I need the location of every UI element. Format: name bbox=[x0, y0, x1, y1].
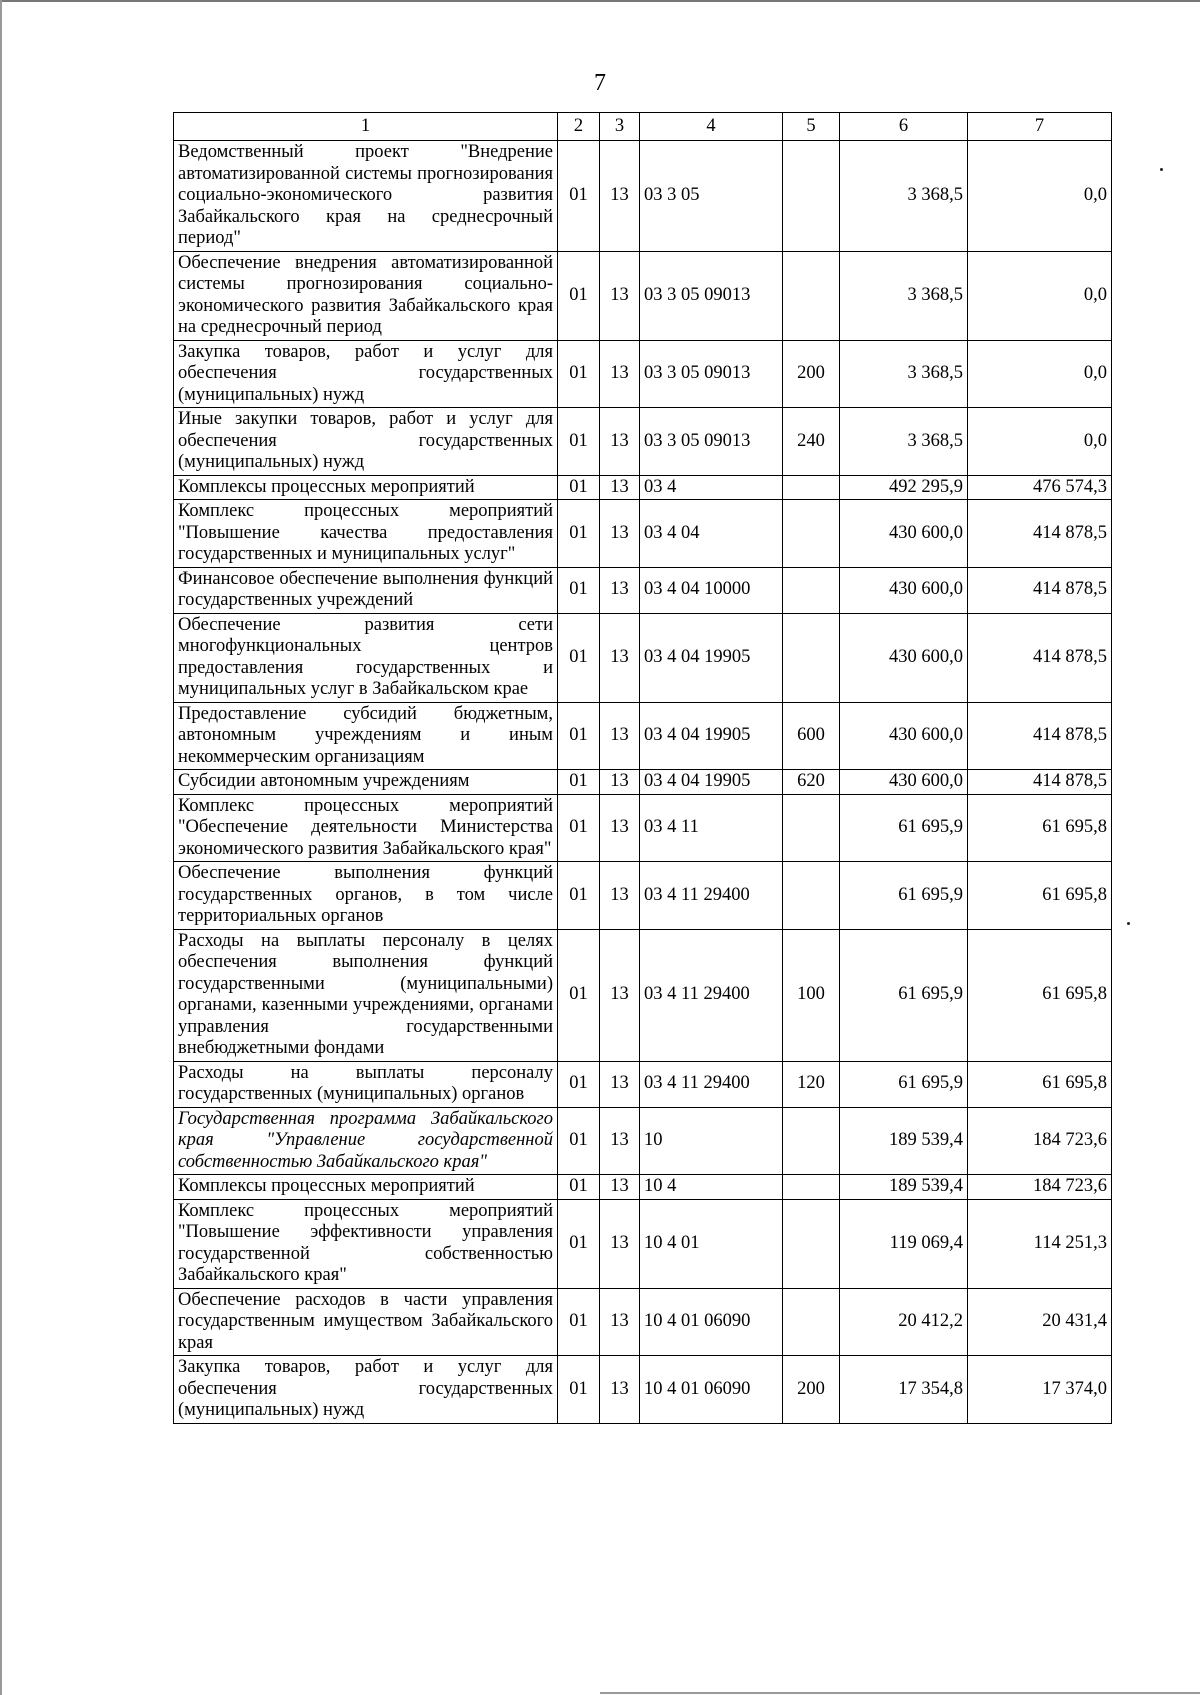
table-body bbox=[174, 141, 1112, 1424]
target-article-cell: 10 bbox=[640, 1107, 783, 1175]
expense-name-cell: Закупка товаров, работ и услуг для обеспечения государственных (муниципальных) нужд bbox=[174, 340, 558, 408]
section-code-cell: 01 bbox=[558, 500, 600, 568]
amount-col6-cell: 17 354,8 bbox=[840, 1356, 968, 1424]
column-header: 7 bbox=[968, 113, 1112, 141]
subsection-code-cell: 13 bbox=[600, 1199, 640, 1288]
expense-type-cell bbox=[783, 613, 840, 702]
amount-col7-cell: 184 723,6 bbox=[968, 1107, 1112, 1175]
scan-edge-top bbox=[0, 0, 1200, 2]
section-code-cell: 01 bbox=[558, 929, 600, 1061]
subsection-code-cell: 13 bbox=[600, 862, 640, 930]
expense-type-cell bbox=[783, 475, 840, 500]
scan-speck bbox=[1160, 168, 1163, 171]
table-row bbox=[174, 475, 1112, 500]
expense-name-cell: Обеспечение расходов в части управления государственным имуществом Забайкальского края bbox=[174, 1288, 558, 1356]
expense-name-cell: Комплекс процессных мероприятий "Обеспечение деятельности Министерства экономического развития Забайкальского края" bbox=[174, 794, 558, 862]
section-code-cell: 01 bbox=[558, 141, 600, 252]
target-article-cell: 03 3 05 bbox=[640, 141, 783, 252]
expense-type-cell: 240 bbox=[783, 408, 840, 476]
amount-col7-cell: 0,0 bbox=[968, 251, 1112, 340]
subsection-code-cell: 13 bbox=[600, 1107, 640, 1175]
target-article-cell: 03 3 05 09013 bbox=[640, 251, 783, 340]
amount-col6-cell: 430 600,0 bbox=[840, 613, 968, 702]
expense-type-cell: 100 bbox=[783, 929, 840, 1061]
amount-col7-cell: 17 374,0 bbox=[968, 1356, 1112, 1424]
amount-col6-cell: 61 695,9 bbox=[840, 862, 968, 930]
target-article-cell: 03 4 11 29400 bbox=[640, 1061, 783, 1107]
column-header: 6 bbox=[840, 113, 968, 141]
table-header-row bbox=[174, 113, 1112, 141]
section-code-cell: 01 bbox=[558, 1288, 600, 1356]
expense-type-cell bbox=[783, 141, 840, 252]
target-article-cell: 03 4 11 29400 bbox=[640, 929, 783, 1061]
expense-name-cell: Субсидии автономным учреждениям bbox=[174, 770, 558, 795]
expense-name-cell: Комплекс процессных мероприятий "Повышение качества предоставления государственных и муниципальных услуг" bbox=[174, 500, 558, 568]
table-row bbox=[174, 794, 1112, 862]
expense-name-cell: Комплекс процессных мероприятий "Повышение эффективности управления государственной собственностью Забайкальского края" bbox=[174, 1199, 558, 1288]
table-row bbox=[174, 340, 1112, 408]
amount-col6-cell: 430 600,0 bbox=[840, 567, 968, 613]
table-row bbox=[174, 408, 1112, 476]
target-article-cell: 03 4 04 10000 bbox=[640, 567, 783, 613]
subsection-code-cell: 13 bbox=[600, 1061, 640, 1107]
section-code-cell: 01 bbox=[558, 475, 600, 500]
subsection-code-cell: 13 bbox=[600, 141, 640, 252]
amount-col6-cell: 61 695,9 bbox=[840, 1061, 968, 1107]
table-row bbox=[174, 929, 1112, 1061]
section-code-cell: 01 bbox=[558, 1175, 600, 1200]
subsection-code-cell: 13 bbox=[600, 475, 640, 500]
expense-type-cell: 200 bbox=[783, 1356, 840, 1424]
amount-col6-cell: 61 695,9 bbox=[840, 794, 968, 862]
section-code-cell: 01 bbox=[558, 862, 600, 930]
expense-type-cell bbox=[783, 1199, 840, 1288]
amount-col7-cell: 20 431,4 bbox=[968, 1288, 1112, 1356]
column-header: 3 bbox=[600, 113, 640, 141]
amount-col7-cell: 414 878,5 bbox=[968, 613, 1112, 702]
amount-col6-cell: 3 368,5 bbox=[840, 408, 968, 476]
scan-speck bbox=[1127, 922, 1130, 925]
table-row bbox=[174, 251, 1112, 340]
subsection-code-cell: 13 bbox=[600, 770, 640, 795]
target-article-cell: 03 4 11 bbox=[640, 794, 783, 862]
target-article-cell: 03 4 bbox=[640, 475, 783, 500]
expense-name-cell: Финансовое обеспечение выполнения функций государственных учреждений bbox=[174, 567, 558, 613]
table-row bbox=[174, 1107, 1112, 1175]
table-row bbox=[174, 1061, 1112, 1107]
budget-table bbox=[173, 112, 1112, 1424]
section-code-cell: 01 bbox=[558, 1107, 600, 1175]
expense-name-cell: Государственная программа Забайкальского края "Управление государственной собственностью Забайкальского края" bbox=[174, 1107, 558, 1175]
section-code-cell: 01 bbox=[558, 702, 600, 770]
amount-col6-cell: 492 295,9 bbox=[840, 475, 968, 500]
amount-col7-cell: 61 695,8 bbox=[968, 862, 1112, 930]
expense-name-cell: Расходы на выплаты персоналу в целях обеспечения выполнения функций государственными (муниципальными) органами, казенными учреждениями, органами управления государственными внебюджетными фондами bbox=[174, 929, 558, 1061]
column-header: 1 bbox=[174, 113, 558, 141]
amount-col7-cell: 61 695,8 bbox=[968, 929, 1112, 1061]
amount-col7-cell: 414 878,5 bbox=[968, 567, 1112, 613]
amount-col7-cell: 0,0 bbox=[968, 340, 1112, 408]
table-row bbox=[174, 567, 1112, 613]
subsection-code-cell: 13 bbox=[600, 408, 640, 476]
amount-col6-cell: 430 600,0 bbox=[840, 702, 968, 770]
subsection-code-cell: 13 bbox=[600, 702, 640, 770]
amount-col7-cell: 476 574,3 bbox=[968, 475, 1112, 500]
amount-col6-cell: 3 368,5 bbox=[840, 141, 968, 252]
subsection-code-cell: 13 bbox=[600, 1356, 640, 1424]
amount-col7-cell: 61 695,8 bbox=[968, 1061, 1112, 1107]
expense-type-cell bbox=[783, 251, 840, 340]
subsection-code-cell: 13 bbox=[600, 567, 640, 613]
expense-type-cell bbox=[783, 1107, 840, 1175]
target-article-cell: 03 4 04 19905 bbox=[640, 770, 783, 795]
amount-col7-cell: 0,0 bbox=[968, 408, 1112, 476]
target-article-cell: 10 4 01 bbox=[640, 1199, 783, 1288]
amount-col6-cell: 189 539,4 bbox=[840, 1175, 968, 1200]
amount-col6-cell: 20 412,2 bbox=[840, 1288, 968, 1356]
section-code-cell: 01 bbox=[558, 613, 600, 702]
subsection-code-cell: 13 bbox=[600, 1175, 640, 1200]
column-header: 2 bbox=[558, 113, 600, 141]
table-row bbox=[174, 500, 1112, 568]
section-code-cell: 01 bbox=[558, 794, 600, 862]
table-row bbox=[174, 1288, 1112, 1356]
expense-type-cell bbox=[783, 500, 840, 568]
expense-type-cell bbox=[783, 1288, 840, 1356]
expense-type-cell: 600 bbox=[783, 702, 840, 770]
expense-type-cell bbox=[783, 1175, 840, 1200]
subsection-code-cell: 13 bbox=[600, 340, 640, 408]
page-number: 7 bbox=[594, 70, 606, 96]
table-row bbox=[174, 770, 1112, 795]
expense-name-cell: Обеспечение выполнения функций государственных органов, в том числе территориальных органов bbox=[174, 862, 558, 930]
expense-name-cell: Закупка товаров, работ и услуг для обеспечения государственных (муниципальных) нужд bbox=[174, 1356, 558, 1424]
target-article-cell: 10 4 01 06090 bbox=[640, 1288, 783, 1356]
subsection-code-cell: 13 bbox=[600, 794, 640, 862]
amount-col6-cell: 3 368,5 bbox=[840, 340, 968, 408]
expense-name-cell: Обеспечение внедрения автоматизированной системы прогнозирования социально-экономического развития Забайкальского края на среднесрочный период bbox=[174, 251, 558, 340]
amount-col7-cell: 184 723,6 bbox=[968, 1175, 1112, 1200]
expense-name-cell: Расходы на выплаты персоналу государственных (муниципальных) органов bbox=[174, 1061, 558, 1107]
table-row bbox=[174, 1175, 1112, 1200]
section-code-cell: 01 bbox=[558, 1356, 600, 1424]
section-code-cell: 01 bbox=[558, 340, 600, 408]
expense-name-cell: Комплексы процессных мероприятий bbox=[174, 1175, 558, 1200]
target-article-cell: 03 4 11 29400 bbox=[640, 862, 783, 930]
column-header: 5 bbox=[783, 113, 840, 141]
target-article-cell: 03 3 05 09013 bbox=[640, 408, 783, 476]
expense-type-cell: 620 bbox=[783, 770, 840, 795]
table-row bbox=[174, 1199, 1112, 1288]
expense-name-cell: Ведомственный проект "Внедрение автоматизированной системы прогнозирования социально-экономического развития Забайкальского края на среднесрочный период" bbox=[174, 141, 558, 252]
section-code-cell: 01 bbox=[558, 1199, 600, 1288]
section-code-cell: 01 bbox=[558, 408, 600, 476]
amount-col7-cell: 414 878,5 bbox=[968, 770, 1112, 795]
section-code-cell: 01 bbox=[558, 567, 600, 613]
subsection-code-cell: 13 bbox=[600, 929, 640, 1061]
target-article-cell: 03 4 04 bbox=[640, 500, 783, 568]
expense-name-cell: Обеспечение развития сети многофункциональных центров предоставления государственных и муниципальных услуг в Забайкальском крае bbox=[174, 613, 558, 702]
subsection-code-cell: 13 bbox=[600, 251, 640, 340]
subsection-code-cell: 13 bbox=[600, 500, 640, 568]
subsection-code-cell: 13 bbox=[600, 1288, 640, 1356]
target-article-cell: 10 4 01 06090 bbox=[640, 1356, 783, 1424]
amount-col7-cell: 61 695,8 bbox=[968, 794, 1112, 862]
amount-col6-cell: 3 368,5 bbox=[840, 251, 968, 340]
amount-col7-cell: 414 878,5 bbox=[968, 500, 1112, 568]
target-article-cell: 03 4 04 19905 bbox=[640, 613, 783, 702]
amount-col6-cell: 430 600,0 bbox=[840, 500, 968, 568]
amount-col6-cell: 61 695,9 bbox=[840, 929, 968, 1061]
amount-col6-cell: 189 539,4 bbox=[840, 1107, 968, 1175]
expense-name-cell: Комплексы процессных мероприятий bbox=[174, 475, 558, 500]
expense-type-cell: 120 bbox=[783, 1061, 840, 1107]
scan-edge-left bbox=[0, 0, 2, 1695]
table-row bbox=[174, 702, 1112, 770]
table-row bbox=[174, 862, 1112, 930]
expense-type-cell bbox=[783, 862, 840, 930]
amount-col6-cell: 430 600,0 bbox=[840, 770, 968, 795]
subsection-code-cell: 13 bbox=[600, 613, 640, 702]
target-article-cell: 03 3 05 09013 bbox=[640, 340, 783, 408]
section-code-cell: 01 bbox=[558, 1061, 600, 1107]
section-code-cell: 01 bbox=[558, 770, 600, 795]
expense-type-cell bbox=[783, 794, 840, 862]
target-article-cell: 10 4 bbox=[640, 1175, 783, 1200]
section-code-cell: 01 bbox=[558, 251, 600, 340]
expense-name-cell: Иные закупки товаров, работ и услуг для обеспечения государственных (муниципальных) нужд bbox=[174, 408, 558, 476]
expense-type-cell: 200 bbox=[783, 340, 840, 408]
amount-col7-cell: 0,0 bbox=[968, 141, 1112, 252]
expense-name-cell: Предоставление субсидий бюджетным, автономным учреждениям и иным некоммерческим организациям bbox=[174, 702, 558, 770]
amount-col7-cell: 414 878,5 bbox=[968, 702, 1112, 770]
table-row bbox=[174, 141, 1112, 252]
scan-edge-bottom bbox=[600, 1692, 1200, 1694]
target-article-cell: 03 4 04 19905 bbox=[640, 702, 783, 770]
table-row bbox=[174, 613, 1112, 702]
expense-type-cell bbox=[783, 567, 840, 613]
column-header: 4 bbox=[640, 113, 783, 141]
table-row bbox=[174, 1356, 1112, 1424]
amount-col7-cell: 114 251,3 bbox=[968, 1199, 1112, 1288]
amount-col6-cell: 119 069,4 bbox=[840, 1199, 968, 1288]
